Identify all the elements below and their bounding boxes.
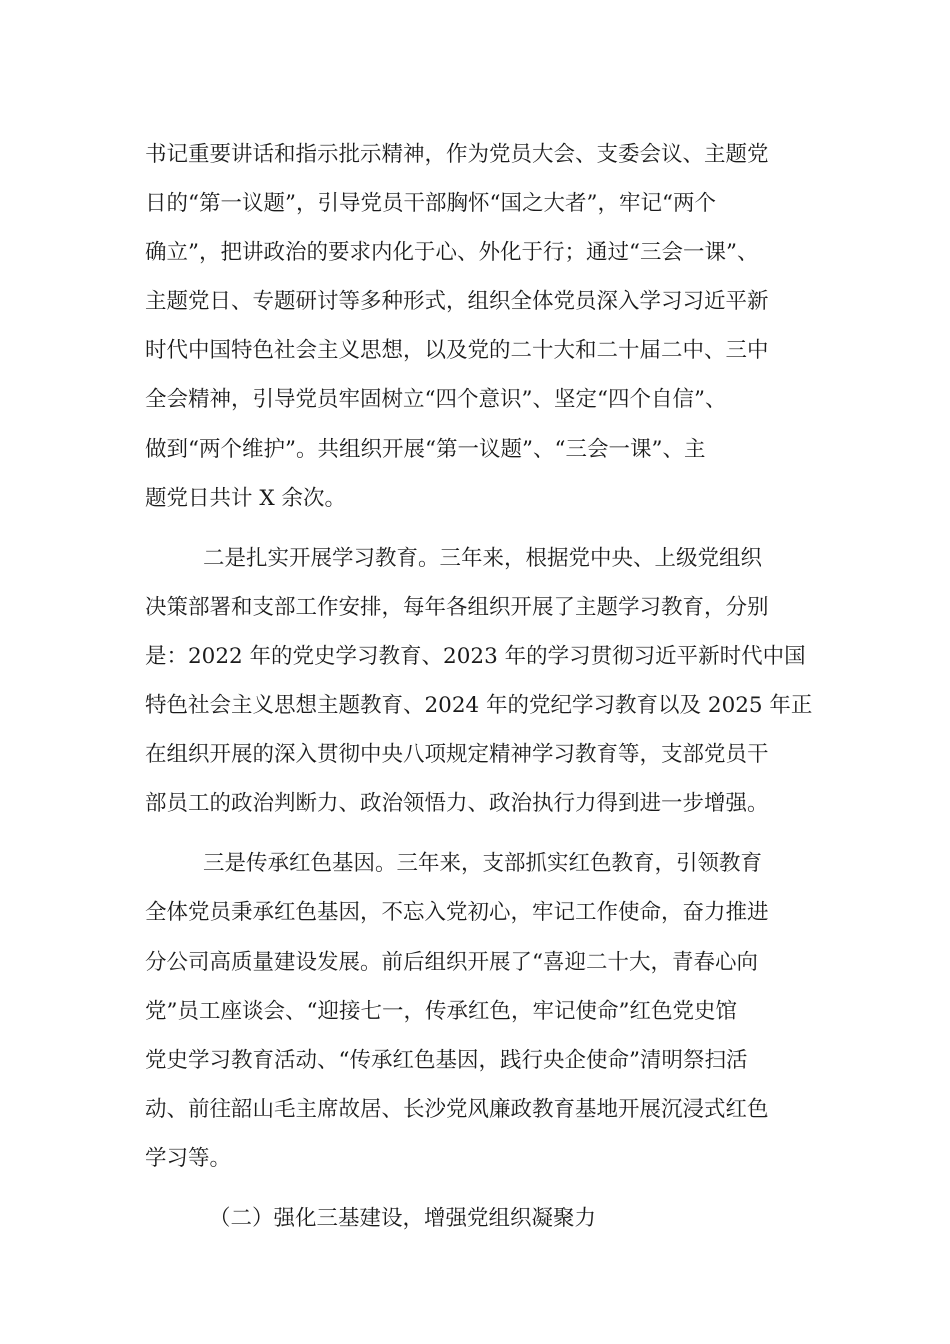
paragraph-line: 三是传承红色基因。三年来，支部抓实红色教育，引领教育 xyxy=(203,851,763,877)
paragraph-line: 在组织开展的深入贯彻中央八项规定精神学习教育等，支部党员干 xyxy=(145,742,769,768)
paragraph-line: 全会精神，引导党员牢固树立“四个意识”、坚定“四个自信”、 xyxy=(145,387,727,413)
paragraph-line: 二是扎实开展学习教育。三年来，根据党中央、上级党组织 xyxy=(203,545,763,571)
paragraph-line: 动、前往韶山毛主席故居、长沙党风廉政教育基地开展沉浸式红色 xyxy=(145,1096,769,1122)
paragraph-line: 党”员工座谈会、“迎接七一，传承红色，牢记使命”红色党史馆 xyxy=(145,998,737,1024)
paragraph-line: 部员工的政治判断力、政治领悟力、政治执行力得到进一步增强。 xyxy=(145,791,769,817)
paragraph-red-gene xyxy=(145,839,825,1183)
paragraph-line: 书记重要讲话和指示批示精神，作为党员大会、支委会议、主题党 xyxy=(145,142,769,167)
paragraph-line: 特色社会主义思想主题教育、2024 年的党纪学习教育以及 2025 年正 xyxy=(145,693,813,719)
paragraph-line: 确立”，把讲政治的要求内化于心、外化于行；通过“三会一课”、 xyxy=(145,240,759,266)
paragraph-line: 主题党日、专题研讨等多种形式，组织全体党员深入学习习近平新 xyxy=(145,289,769,315)
paragraph-line: 做到“两个维护”。共组织开展“第一议题”、“三会一课”、主 xyxy=(145,436,706,462)
paragraph-line: 是：2022 年的党史学习教育、2023 年的学习贯彻习近平新时代中国 xyxy=(145,643,806,669)
paragraph-line: 学习等。 xyxy=(145,1145,232,1171)
document-page xyxy=(145,130,825,1243)
paragraph-line: 分公司高质量建设发展。前后组织开展了“喜迎二十大，青春心向 xyxy=(145,949,758,975)
paragraph-line: 党史学习教育活动、“传承红色基因，践行央企使命”清明祭扫活 xyxy=(145,1047,748,1073)
paragraph-line: 时代中国特色社会主义思想，以及党的二十大和二十届二中、三中 xyxy=(145,338,769,364)
paragraph-political-study xyxy=(145,130,825,523)
paragraph-line: 全体党员秉承红色基因，不忘入党初心，牢记工作使命，奋力推进 xyxy=(145,900,769,926)
paragraph-learning-education xyxy=(145,534,825,829)
paragraph-line: 决策部署和支部工作安排，每年各组织开展了主题学习教育，分别 xyxy=(145,594,769,620)
section-heading: （二）强化三基建设，增强党组织凝聚力 xyxy=(209,1205,597,1231)
paragraph-line: 题党日共计 X 余次。 xyxy=(145,485,346,511)
paragraph-line: 日的“第一议题”，引导党员干部胸怀“国之大者”，牢记“两个 xyxy=(145,191,716,217)
